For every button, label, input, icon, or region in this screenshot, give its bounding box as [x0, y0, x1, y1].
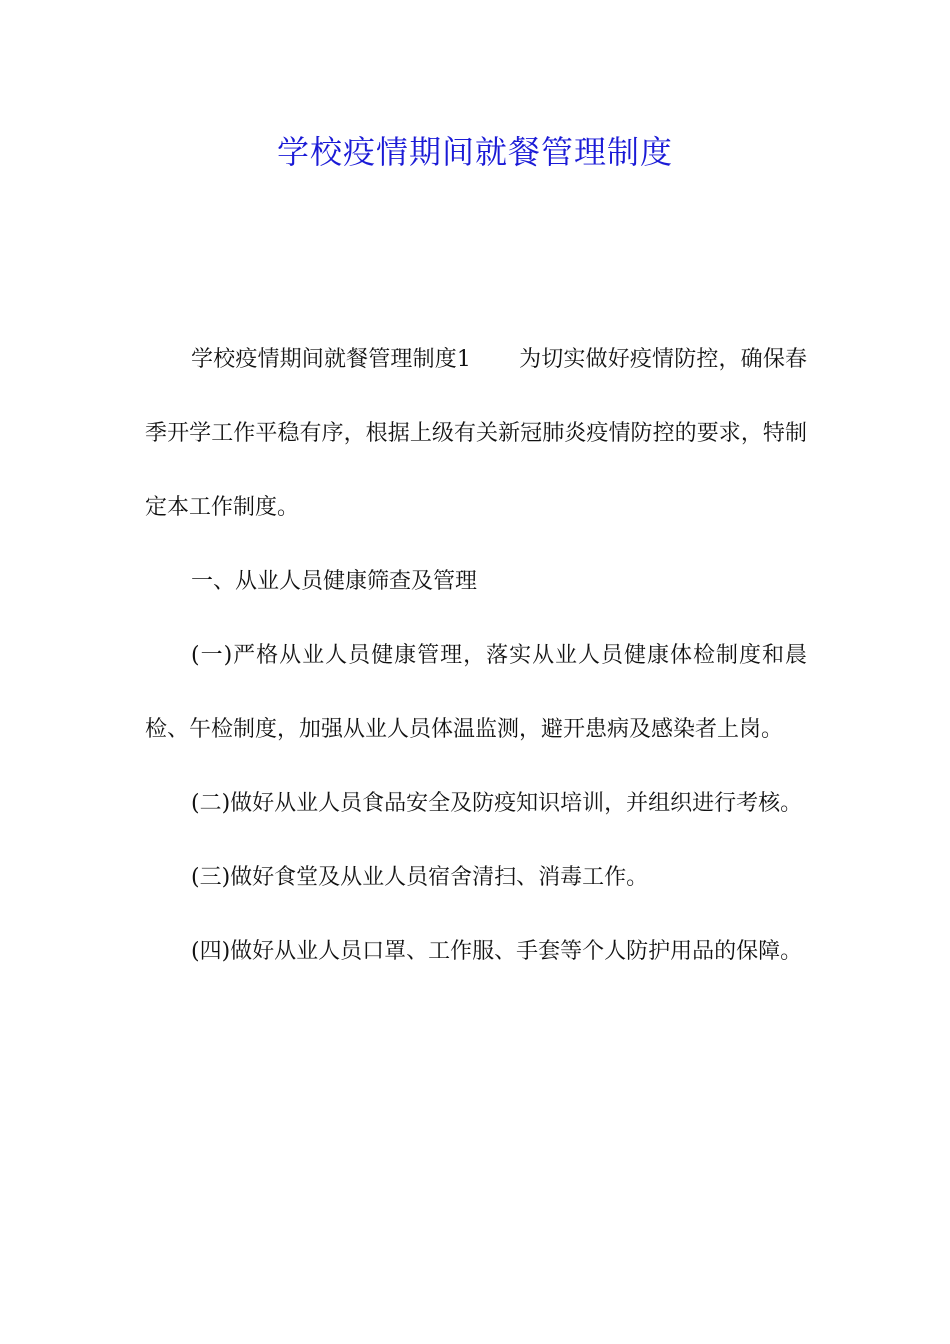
list-item: (四)做好从业人员口罩、工作服、手套等个人防护用品的保障。 [191, 939, 803, 964]
list-item: (二)做好从业人员食品安全及防疫知识培训，并组织进行考核。 [191, 791, 803, 816]
list-item: (三)做好食堂及从业人员宿舍清扫、消毒工作。 [191, 865, 649, 890]
intro-paragraph [145, 323, 807, 545]
document-body [145, 323, 807, 989]
section-heading: 一、从业人员健康筛查及管理 [191, 569, 478, 594]
document-title: 学校疫情期间就餐管理制度 [276, 133, 673, 171]
intro-label: 学校疫情期间就餐管理制度1 [191, 347, 471, 372]
list-item: (一)严格从业人员健康管理，落实从业人员健康体检制度和晨检、午检制度，加强从业人员体温监测，避开患病及感染者上岗。 [145, 643, 807, 742]
intro-text: 为切实做好疫情防控，确保春季开学工作平稳有序，根据上级有关新冠肺炎疫情防控的要求，特制定本工作制度。 [145, 347, 807, 520]
